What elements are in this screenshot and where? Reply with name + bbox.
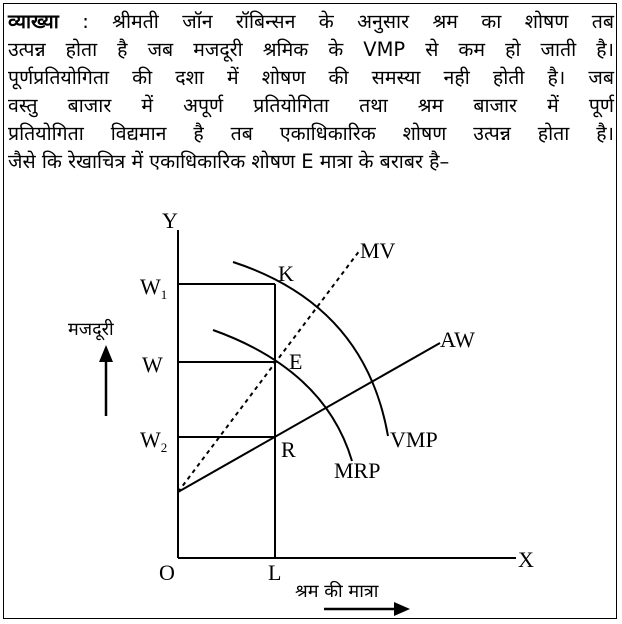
point-k-label: K — [278, 261, 294, 286]
origin-label: O — [159, 560, 175, 585]
mv-curve — [178, 250, 360, 492]
text-line-2: उत्पन्न होता है जब मजदूरी श्रमिक के VMP से कम हो जाती है। — [8, 38, 614, 61]
text-line-5: प्रतियोगिता विद्यमान है तब एकाधिकारिक शोषण उत्पन्न होता है। — [8, 122, 614, 145]
text-line-1: व्याख्या : श्रीमती जॉन रॉबिन्सन के अनुसार श्रम का शोषण तब — [8, 10, 614, 33]
text-line-6: जैसे कि रेखाचित्र में एकाधिकारिक शोषण E मात्रा के बराबर है– — [8, 150, 450, 173]
w-label: W — [142, 352, 163, 377]
x-axis-label: X — [518, 547, 534, 572]
w2-label: $W_2$ — [140, 427, 168, 455]
w1-label: $W_1$ — [140, 274, 168, 302]
x-arrow-head — [394, 602, 410, 616]
explanation-heading: व्याख्या — [8, 10, 59, 33]
y-axis-title: मजदूरी — [68, 319, 114, 340]
y-axis-label: Y — [162, 208, 178, 233]
point-e-label: E — [289, 349, 303, 374]
vmp-label: VMP — [390, 427, 438, 452]
text-line-3: पूर्णप्रतियोगिता की दशा में शोषण की समस्या नही होती है। जब — [8, 66, 614, 89]
x-axis-title: श्रम की मात्रा — [295, 581, 379, 602]
aw-curve — [178, 343, 440, 492]
l-label: L — [268, 560, 282, 585]
mv-label: MV — [360, 238, 396, 263]
aw-label: AW — [440, 327, 475, 352]
y-arrow-head — [99, 345, 113, 362]
point-r-label: R — [281, 437, 296, 462]
text-line-4: वस्तु बाजार में अपूर्ण प्रतियोगिता तथा श्रम बाजार में पूर्ण — [8, 94, 614, 117]
mrp-label: MRP — [334, 458, 381, 483]
